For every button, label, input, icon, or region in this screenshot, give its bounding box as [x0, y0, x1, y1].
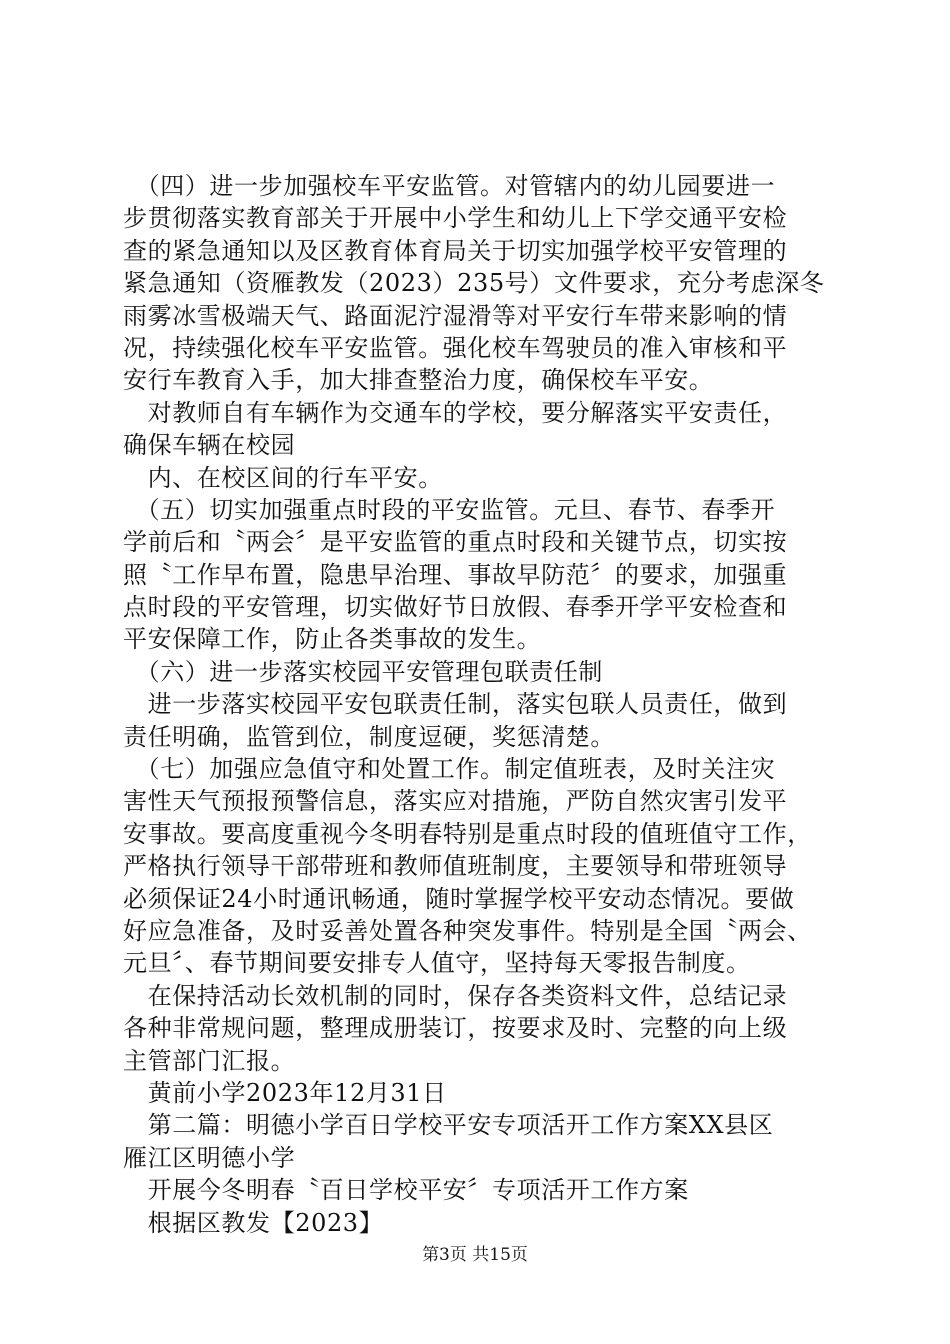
- text-line: （六）进一步落实校园平安管理包联责任制: [123, 657, 603, 686]
- text-line: 雁江区明德小学: [123, 1143, 296, 1172]
- page-number-footer: 第3页 共15页: [422, 1245, 528, 1265]
- text-line: （七）加强应急值守和处置工作。制定值班表，及时关注灾: [123, 755, 776, 784]
- text-line: 害性天气预报预警信息，落实应对措施，严防自然灾害引发平: [123, 787, 788, 816]
- text-line: 黄前小学2023年12月31日: [123, 1078, 447, 1107]
- text-line: 第二篇：明德小学百日学校平安专项活开工作方案XX县区: [123, 1111, 774, 1140]
- text-line: 主管部门汇报。: [123, 1046, 296, 1075]
- text-line: 安事故。要高度重视今冬明春特别是重点时段的值班值守工作，: [123, 819, 812, 848]
- text-line: 严格执行领导干部带班和教师值班制度，主要领导和带班领导: [123, 852, 788, 881]
- text-line: 必须保证24小时通讯畅通，随时掌握学校平安动态情况。要做: [123, 884, 795, 913]
- text-line: 查的紧急通知以及区教育体育局关于切实加强学校平安管理的: [123, 236, 788, 265]
- text-line: 对教师自有车辆作为交通车的学校，要分解落实平安责任，: [123, 398, 788, 427]
- text-line: （五）切实加强重点时段的平安监管。元旦、春节、春季开: [123, 495, 776, 524]
- text-line: 平安保障工作，防止各类事故的发生。: [123, 625, 542, 654]
- document-body: [123, 170, 843, 1239]
- text-line: （四）进一步加强校车平安监管。对管辖内的幼儿园要进一: [123, 172, 776, 200]
- text-line: 在保持活动长效机制的同时，保存各类资料文件，总结记录: [123, 981, 788, 1010]
- text-line: 紧急通知（资雁教发（2023）235号）文件要求，充分考虑深冬: [123, 269, 825, 298]
- text-line: 根据区教发【2023】: [123, 1208, 384, 1237]
- text-line: 雨雾冰雪极端天气、路面泥泞湿滑等对平安行车带来影响的情: [123, 301, 788, 330]
- text-line: 进一步落实校园平安包联责任制，落实包联人员责任，做到: [123, 690, 788, 719]
- text-line: 开展今冬明春〝百日学校平安〞专项活开工作方案: [123, 1176, 689, 1205]
- text-line: 安行车教育入手，加大排查整治力度，确保校车平安。: [123, 366, 714, 395]
- text-line: 步贯彻落实教育部关于开展中小学生和幼儿上下学交通平安检: [123, 204, 788, 233]
- text-line: 学前后和〝两会〞是平安监管的重点时段和关键节点，切实按: [123, 528, 788, 557]
- text-line: 好应急准备，及时妥善处置各种突发事件。特别是全国〝两会、: [123, 916, 812, 945]
- text-line: 点时段的平安管理，切实做好节日放假、春季开学平安检查和: [123, 593, 788, 622]
- text-line: 责任明确，监管到位，制度逗硬，奖惩清楚。: [123, 722, 615, 751]
- text-line: 各种非常规问题，整理成册装订，按要求及时、完整的向上级: [123, 1014, 788, 1043]
- text-line: 元旦〞、春节期间要安排专人值守，坚持每天零报告制度。: [123, 949, 751, 978]
- text-line: 确保车辆在校园: [123, 431, 296, 460]
- text-line: 况，持续强化校车平安监管。强化校车驾驶员的准入审核和平: [123, 333, 788, 362]
- text-line: 照〝工作早布置，隐患早治理、事故早防范〞的要求，加强重: [123, 560, 788, 589]
- text-line: 内、在校区间的行车平安。: [123, 463, 443, 492]
